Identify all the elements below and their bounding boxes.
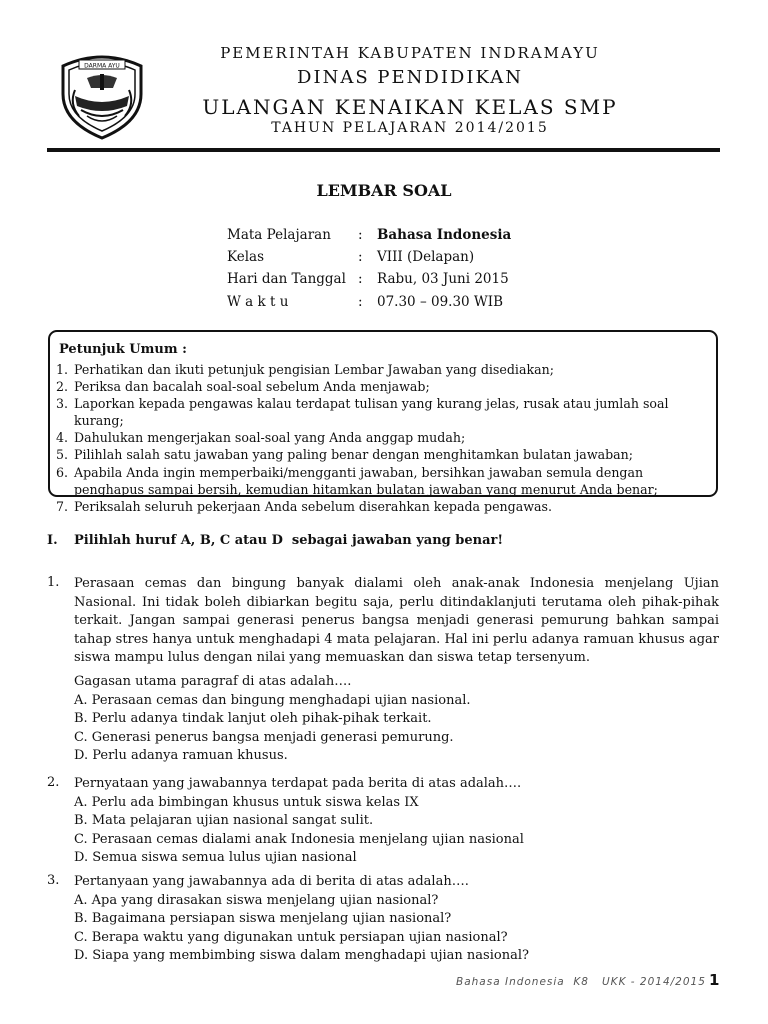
instruction-item bbox=[52, 446, 712, 463]
question-passage: Perasaan cemas dan bingung banyak dialami oleh anak-anak Indonesia menjelang Ujian Nasional. Ini tidak boleh dibiarkan begitu saja, perlu ditindaklanjuti terutama oleh pihak-pihak terkait. Jangan sampai generasi penerus bangsa menjadi generasi pemurung bahkan sampai tahap stres hanya untuk menghadapi 4 mata pelajaran. Hal ini perlu adanya ramuan khusus agar siswa mampu lulus dengan nilai yang memuaskan dan siswa tetap tersenyum. bbox=[74, 576, 719, 666]
instruction-text: Pilihlah salah satu jawaban yang paling benar dengan menghitamkan bulatan jawaban; bbox=[74, 447, 634, 463]
page-number: 1 bbox=[709, 971, 720, 989]
instructions-title: Petunjuk Umum : bbox=[59, 342, 187, 357]
answer-option-d: D. Semua siswa semua lulus ujian nasional bbox=[74, 850, 357, 866]
instruction-number: 3. bbox=[56, 396, 69, 412]
answer-option-a: A. Apa yang dirasakan siswa menjelang ujian nasional? bbox=[74, 892, 439, 908]
answer-option-d: D. Perlu adanya ramuan khusus. bbox=[74, 748, 288, 764]
meta-colon: : bbox=[358, 294, 363, 310]
answer-options bbox=[74, 794, 524, 868]
answer-option-b: B. Perlu adanya tindak lanjut oleh pihak-pihak terkait. bbox=[74, 711, 432, 727]
government-name: PEMERINTAH KABUPATEN INDRAMAYU bbox=[220, 44, 600, 62]
page-footer: Bahasa Indonesia K8 UKK - 2014/2015 bbox=[456, 976, 706, 988]
instruction-item bbox=[52, 464, 712, 498]
meta-label: Hari dan Tanggal bbox=[227, 271, 346, 287]
sheet-title: LEMBAR SOAL bbox=[316, 181, 452, 200]
meta-label: W a k t u bbox=[227, 294, 289, 310]
meta-colon: : bbox=[358, 271, 363, 287]
question-block bbox=[74, 873, 529, 966]
question-stem: Gagasan utama paragraf di atas adalah…. bbox=[74, 674, 352, 689]
answer-option-c: C. Generasi penerus bangsa menjadi generasi pemurung. bbox=[74, 729, 454, 745]
meta-colon: : bbox=[358, 249, 363, 265]
instruction-text: Apabila Anda ingin memperbaiki/mengganti jawaban, bersihkan jawaban semula dengan penghapus sampai bersih, kemudian hitamkan bulatan jawaban yang menurut Anda benar; bbox=[74, 464, 658, 497]
question-stem: Pertanyaan yang jawabannya ada di berita di atas adalah…. bbox=[74, 874, 469, 889]
instruction-number: 1. bbox=[56, 362, 69, 377]
instruction-text: Laporkan kepada pengawas kalau terdapat tulisan yang kurang jelas, rusak atau jumlah soal kurang; bbox=[74, 396, 669, 429]
exam-name: ULANGAN KENAIKAN KELAS SMP bbox=[202, 95, 618, 119]
answer-option-a: A. Perlu ada bimbingan khusus untuk siswa kelas IX bbox=[74, 794, 419, 810]
answer-options bbox=[74, 892, 529, 966]
instruction-item bbox=[52, 429, 712, 446]
answer-option-b: B. Bagaimana persiapan siswa menjelang ujian nasional? bbox=[74, 911, 452, 927]
meta-value: 07.30 – 09.30 WIB bbox=[377, 294, 504, 310]
academic-year: TAHUN PELAJARAN 2014/2015 bbox=[271, 120, 549, 136]
answer-option-c: C. Berapa waktu yang digunakan untuk persiapan ujian nasional? bbox=[74, 929, 508, 945]
answer-option-b: B. Mata pelajaran ujian nasional sangat sulit. bbox=[74, 813, 374, 829]
section-instruction: Pilihlah huruf A, B, C atau D sebagai jawaban yang benar! bbox=[74, 533, 504, 548]
meta-colon: : bbox=[358, 227, 363, 243]
answer-options bbox=[74, 692, 471, 766]
instruction-text: Dahulukan mengerjakan soal-soal yang Anda anggap mudah; bbox=[74, 430, 466, 446]
answer-option-a: A. Perasaan cemas dan bingung menghadapi ujian nasional. bbox=[74, 692, 471, 708]
instruction-number: 7. bbox=[56, 498, 69, 514]
question-number: 2. bbox=[47, 775, 60, 790]
section-number: I. bbox=[47, 533, 58, 548]
header-divider bbox=[47, 148, 720, 152]
question-block bbox=[74, 775, 524, 868]
question-block bbox=[74, 673, 471, 766]
logo-lettering: DARMA AYU bbox=[84, 62, 120, 70]
instructions-list bbox=[52, 361, 712, 515]
regency-emblem-logo bbox=[57, 50, 147, 140]
instruction-item bbox=[52, 378, 712, 395]
instruction-number: 2. bbox=[56, 379, 69, 395]
answer-option-d: D. Siapa yang membimbing siswa dalam menghadapi ujian nasional? bbox=[74, 948, 529, 964]
question-number: 1. bbox=[47, 575, 60, 590]
meta-value: VIII (Delapan) bbox=[377, 249, 475, 265]
instruction-text: Perhatikan dan ikuti petunjuk pengisian Lembar Jawaban yang disediakan; bbox=[74, 362, 554, 377]
agency-name: DINAS PENDIDIKAN bbox=[297, 67, 523, 88]
instruction-text: Periksalah seluruh pekerjaan Anda sebelum diserahkan kepada pengawas. bbox=[74, 498, 552, 514]
answer-option-c: C. Perasaan cemas dialami anak Indonesia menjelang ujian nasional bbox=[74, 831, 524, 847]
question-stem: Pernyataan yang jawabannya terdapat pada berita di atas adalah…. bbox=[74, 776, 522, 791]
instruction-number: 5. bbox=[56, 447, 69, 463]
instruction-text: Periksa dan bacalah soal-soal sebelum Anda menjawab; bbox=[74, 379, 430, 395]
meta-label: Kelas bbox=[227, 249, 265, 265]
meta-label: Mata Pelajaran bbox=[227, 227, 331, 243]
instruction-number: 4. bbox=[56, 430, 69, 446]
instruction-item bbox=[52, 361, 712, 378]
meta-value: Bahasa Indonesia bbox=[377, 227, 512, 243]
instruction-item bbox=[52, 395, 712, 429]
meta-value: Rabu, 03 Juni 2015 bbox=[377, 271, 509, 287]
instruction-number: 6. bbox=[56, 464, 69, 480]
question-number: 3. bbox=[47, 873, 60, 888]
instruction-item bbox=[52, 498, 712, 515]
